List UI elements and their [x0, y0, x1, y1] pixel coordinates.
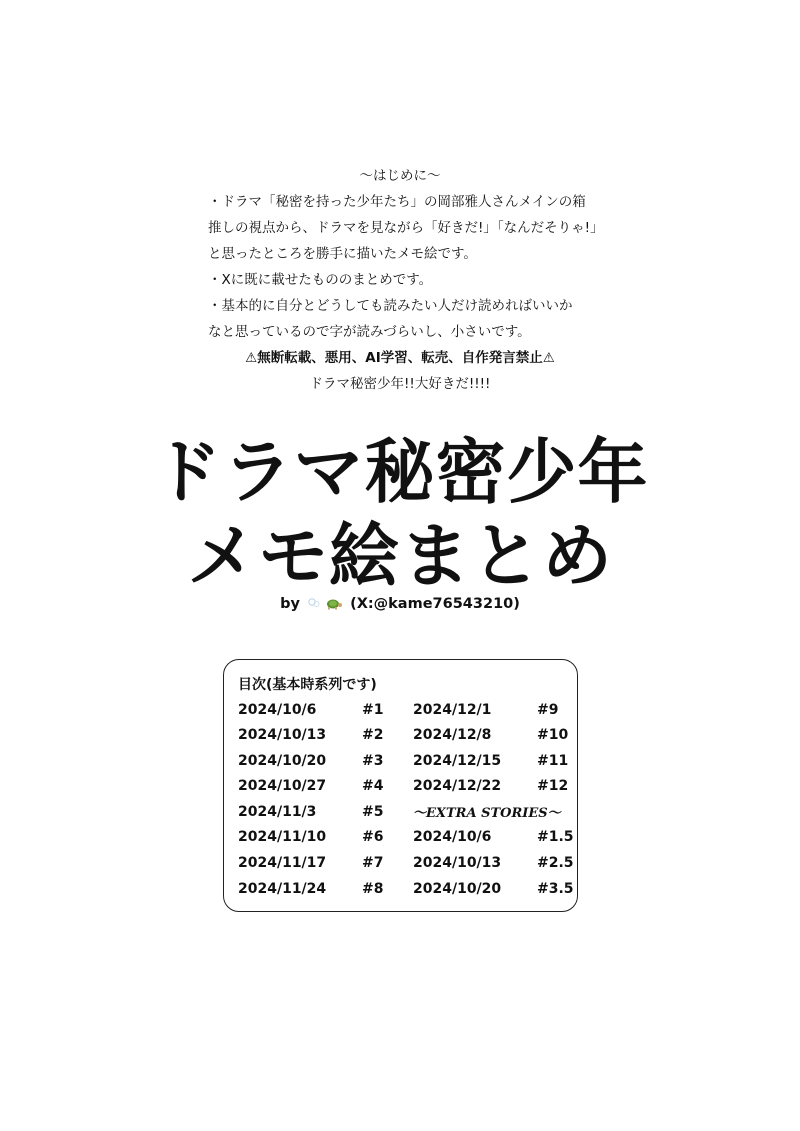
toc-episode: #4 [362, 778, 384, 794]
intro-line: ・Xに既に載せたもののまとめです。 [208, 272, 433, 288]
intro-line: ・ドラマ「秘密を持った少年たち」の岡部雅人さんメインの箱 [208, 194, 586, 210]
toc-episode: #2.5 [537, 855, 574, 871]
byline-prefix: by [280, 596, 300, 612]
toc-date: 2024/12/8 [413, 727, 492, 743]
byline-handle: (X:@kame76543210) [350, 596, 520, 612]
toc-heading: 目次(基本時系列です) [238, 677, 377, 693]
toc-date: 2024/10/27 [238, 778, 327, 794]
toc-episode: #2 [362, 727, 384, 743]
toc-episode: #1.5 [537, 829, 574, 845]
table-of-contents [223, 659, 578, 912]
extra-stories-label: ～EXTRA STORIES～ [413, 806, 561, 821]
title-line-1: ドラマ秘密少年 [151, 431, 649, 513]
toc-date: 2024/10/13 [413, 855, 502, 871]
toc-date: 2024/10/6 [238, 702, 317, 718]
intro-line: 推しの視点から、ドラマを見ながら「好きだ!」「なんだそりゃ!」 [208, 220, 604, 236]
toc-episode: #12 [537, 778, 569, 794]
toc-date: 2024/11/3 [238, 804, 317, 820]
toc-episode: #3.5 [537, 881, 574, 897]
warning-notice: ⚠無断転載、悪用、AI学習、転売、自作発言禁止⚠ [245, 350, 555, 366]
sparkle-icon [307, 596, 321, 614]
toc-date: 2024/12/1 [413, 702, 492, 718]
toc-date: 2024/10/20 [238, 753, 327, 769]
toc-date: 2024/10/6 [413, 829, 492, 845]
closing-line: ドラマ秘密少年!!大好きだ!!!! [309, 376, 491, 392]
toc-episode: #11 [537, 753, 569, 769]
toc-episode: #6 [362, 829, 384, 845]
title-line-2: メモ絵まとめ [187, 515, 613, 597]
toc-episode: #8 [362, 881, 384, 897]
toc-episode: #1 [362, 702, 384, 718]
page-title [0, 430, 800, 598]
byline [0, 596, 800, 614]
toc-episode: #3 [362, 753, 384, 769]
intro-heading: 〜はじめに〜 [359, 168, 441, 184]
toc-episode: #5 [362, 804, 384, 820]
toc-episode: #9 [537, 702, 559, 718]
toc-date: 2024/10/20 [413, 881, 502, 897]
turtle-icon [325, 596, 343, 614]
toc-episode: #7 [362, 855, 384, 871]
toc-date: 2024/11/17 [238, 855, 327, 871]
toc-episode: #10 [537, 727, 569, 743]
toc-date: 2024/11/10 [238, 829, 327, 845]
intro-line: ・基本的に自分とどうしても読みたい人だけ読めればいいか [208, 298, 573, 314]
intro-line: と思ったところを勝手に描いたメモ絵です。 [208, 246, 477, 262]
intro-section [0, 163, 800, 397]
toc-date: 2024/11/24 [238, 881, 327, 897]
toc-date: 2024/12/22 [413, 778, 502, 794]
toc-date: 2024/10/13 [238, 727, 327, 743]
toc-date: 2024/12/15 [413, 753, 502, 769]
intro-line: なと思っているので字が読みづらいし、小さいです。 [208, 324, 531, 340]
